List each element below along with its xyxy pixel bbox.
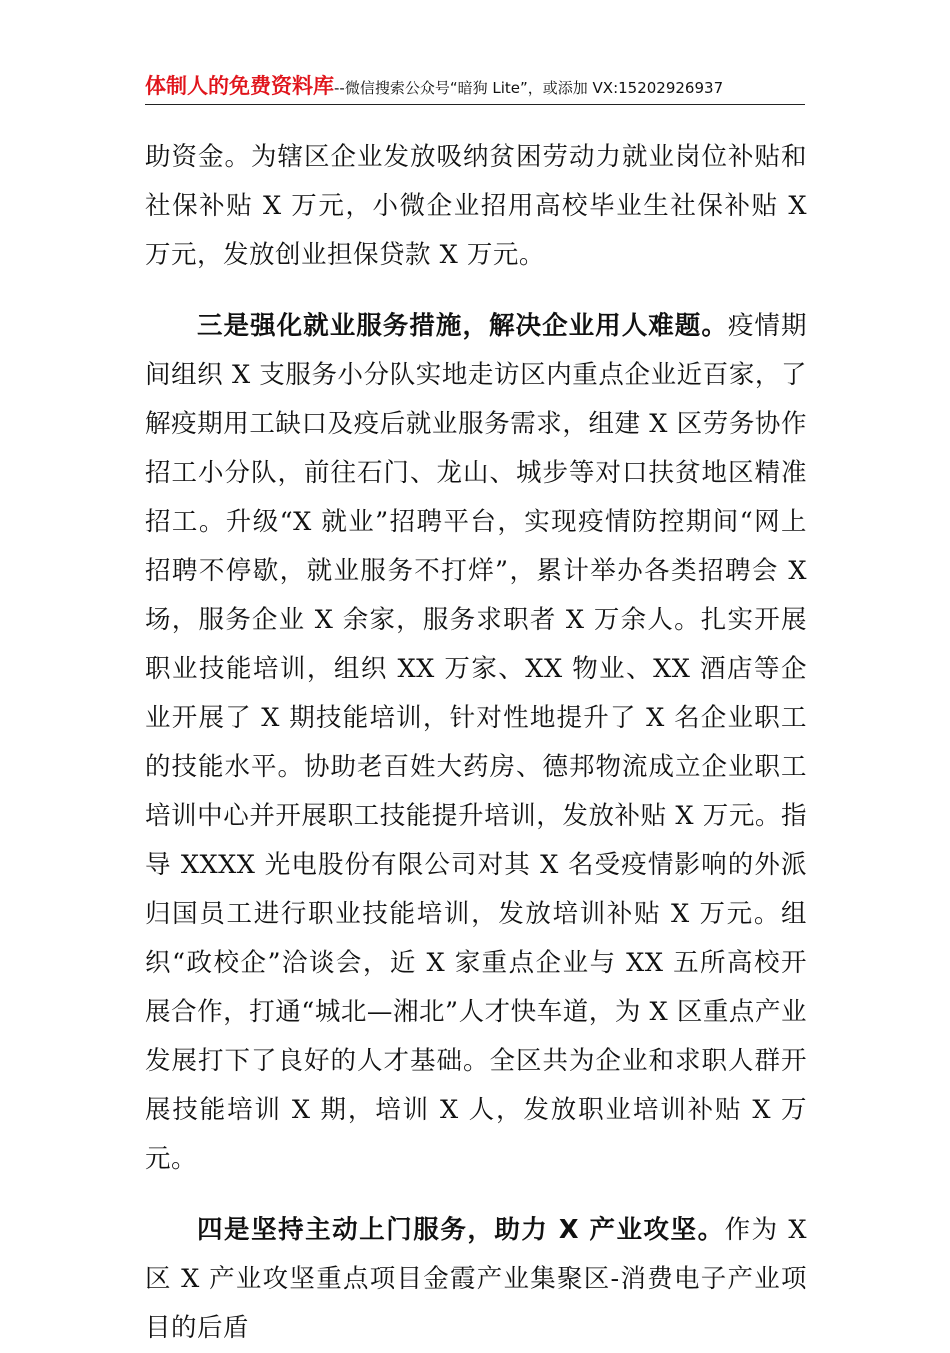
paragraph-3-body: 作为 X 区 X 产业攻坚重点项目金霞产业集聚区-消费电子产业项目的后盾 (145, 1215, 807, 1343)
paragraph-3-heading: 四是坚持主动上门服务，助力 X 产业攻坚。 (197, 1215, 725, 1245)
paragraph-1 (145, 133, 807, 280)
document-body (145, 133, 807, 1353)
paragraph-2-heading: 三是强化就业服务措施，解决企业用人难题。 (197, 311, 728, 341)
paragraph-2 (145, 302, 807, 1184)
paragraph-2-body: 疫情期间组织 X 支服务小分队实地走访区内重点企业近百家，了解疫期用工缺口及疫后就业服务需求，组建 X 区劳务协作招工小分队，前往石门、龙山、城步等对口扶贫地区精准招工。升级“X 就业”招聘平台，实现疫情防控期间“网上招聘不停歇，就业服务不打烊”，累计举办各类招聘会 X 场，服务企业 X 余家，服务求职者 X 万余人。扎实开展职业技能培训，组织 XX 万家、XX 物业、XX 酒店等企业开展了 X 期技能培训，针对性地提升了 X 名企业职工的技能水平。协助老百姓大药房、德邦物流成立企业职工培训中心并开展职工技能提升培训，发放补贴 X 万元。指导 XXXX 光电股份有限公司对其 X 名受疫情影响的外派归国员工进行职业技能培训，发放培训补贴 X 万元。组织“政校企”洽谈会，近 X 家重点企业与 XX 五所高校开展合作，打通“城北—湘北”人才快车道，为 X 区重点产业发展打下了良好的人才基础。全区共为企业和求职人群开展技能培训 X 期，培训 X 人，发放职业培训补贴 X 万元。 (145, 311, 807, 1174)
page-header (145, 70, 805, 105)
header-brand: 体制人的免费资料库 (145, 74, 334, 98)
header-note: --微信搜索公众号“暗狗 Lite”，或添加 VX:15202926937 (334, 79, 724, 97)
paragraph-1-body: 助资金。为辖区企业发放吸纳贫困劳动力就业岗位补贴和社保补贴 X 万元，小微企业招用高校毕业生社保补贴 X 万元，发放创业担保贷款 X 万元。 (145, 142, 807, 270)
paragraph-3 (145, 1206, 807, 1353)
